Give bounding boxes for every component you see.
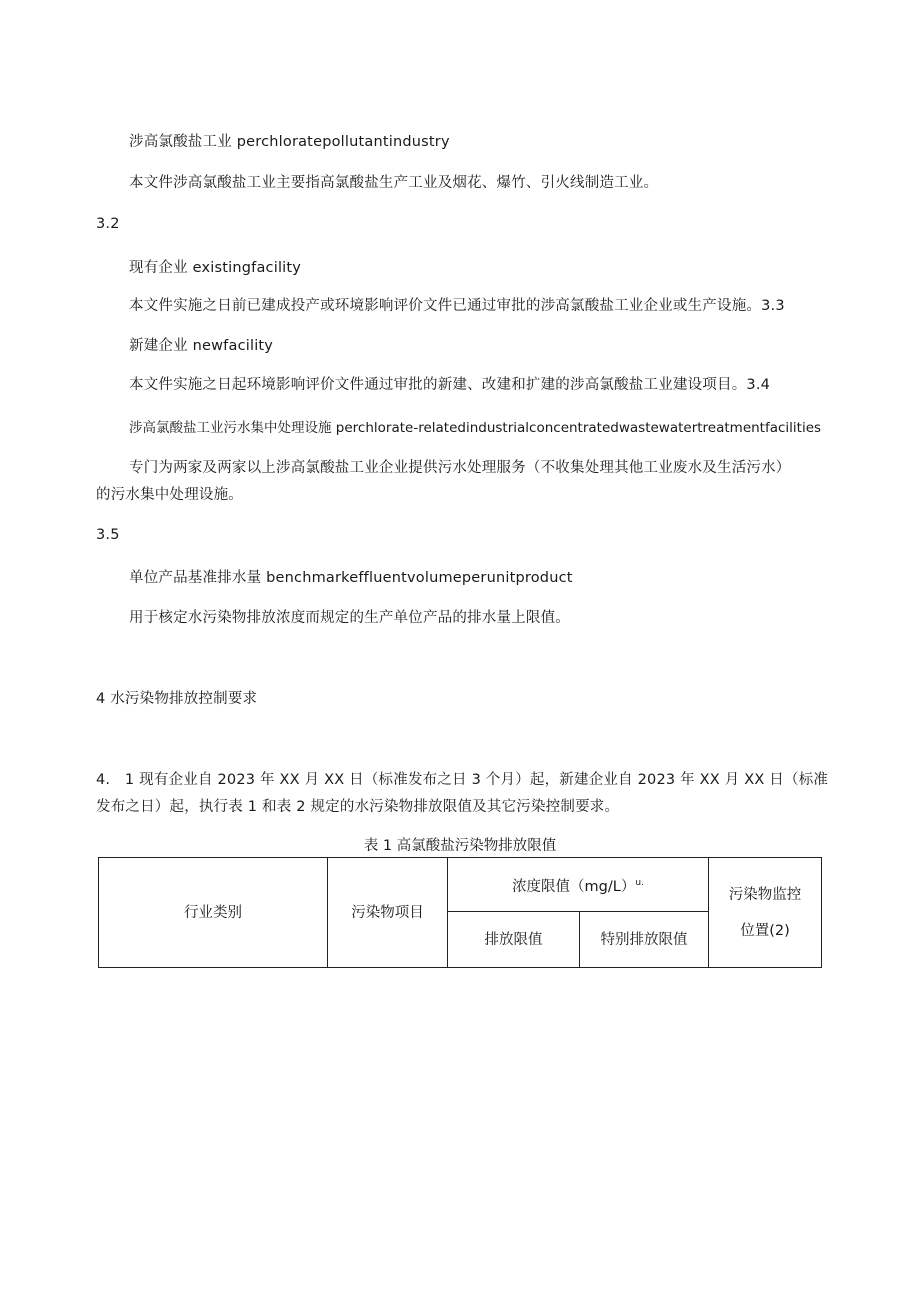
- header-pollutant-item-label: 污染物项目: [351, 904, 424, 921]
- term-3-3-title: 新建企业 newfacility: [129, 338, 274, 354]
- header-monitoring-location-line2: 位置(2): [740, 922, 790, 939]
- term-3-1-definition: 本文件涉高氯酸盐工业主要指高氯酸盐生产工业及烟花、爆竹、引火线制造工业。: [129, 175, 659, 191]
- header-concentration-footnote: u.: [635, 877, 644, 888]
- header-special-emission-limit-label: 特别排放限值: [600, 931, 688, 948]
- header-industry-category: [99, 858, 328, 968]
- paragraph-4-1-line1: 4. 1 现有企业自 2023 年 XX 月 XX 日（标准发布之日 3 个月）起，新建企业自 2023 年 XX 月 XX 日（标准: [96, 772, 829, 788]
- paragraph-4-1-line2: 发布之日）起，执行表 1 和表 2 规定的水污染物排放限值及其它污染控制要求。: [96, 799, 620, 815]
- term-3-4-definition-line1: 专门为两家及两家以上涉高氯酸盐工业企业提供污水处理服务（不收集处理其他工业废水及生活污水）: [129, 460, 791, 476]
- term-3-1-title: 涉高氯酸盐工业 perchloratepollutantindustry: [129, 134, 450, 150]
- header-pollutant-item: [328, 858, 448, 968]
- term-3-5-title: 单位产品基准排水量 benchmarkeffluentvolumeperunitproduct: [129, 570, 573, 586]
- header-concentration-limit: [448, 858, 709, 912]
- term-3-2-definition: 本文件实施之日前已建成投产或环境影响评价文件已通过审批的涉高氯酸盐工业企业或生产设施。3.3: [129, 298, 785, 314]
- table-1-caption: 表 1 高氯酸盐污染物排放限值: [363, 838, 557, 854]
- section-3-2-number: 3.2: [96, 216, 120, 232]
- header-emission-limit: [448, 912, 580, 968]
- header-industry-category-label: 行业类别: [184, 904, 242, 921]
- term-3-4-title: 涉高氯酸盐工业污水集中处理设施 perchlorate-relatedindustrialconcentratedwastewatertreatmentfacilities: [129, 420, 822, 436]
- header-monitoring-location: [709, 858, 822, 968]
- section-4-heading: 4 水污染物排放控制要求: [96, 691, 258, 707]
- header-concentration-limit-label: 浓度限值（mg/L）: [512, 878, 636, 895]
- header-emission-limit-label: 排放限值: [484, 931, 543, 948]
- header-monitoring-location-line1: 污染物监控: [728, 886, 802, 903]
- header-special-emission-limit: [580, 912, 709, 968]
- term-3-3-definition: 本文件实施之日起环境影响评价文件通过审批的新建、改建和扩建的涉高氯酸盐工业建设项目。3.4: [129, 377, 771, 393]
- section-3-5-number: 3.5: [96, 527, 120, 543]
- term-3-4-definition-line2: 的污水集中处理设施。: [96, 487, 243, 503]
- emission-limits-table: [98, 857, 822, 968]
- term-3-2-title: 现有企业 existingfacility: [129, 260, 302, 276]
- term-3-5-definition: 用于核定水污染物排放浓度而规定的生产单位产品的排水量上限值。: [129, 610, 570, 626]
